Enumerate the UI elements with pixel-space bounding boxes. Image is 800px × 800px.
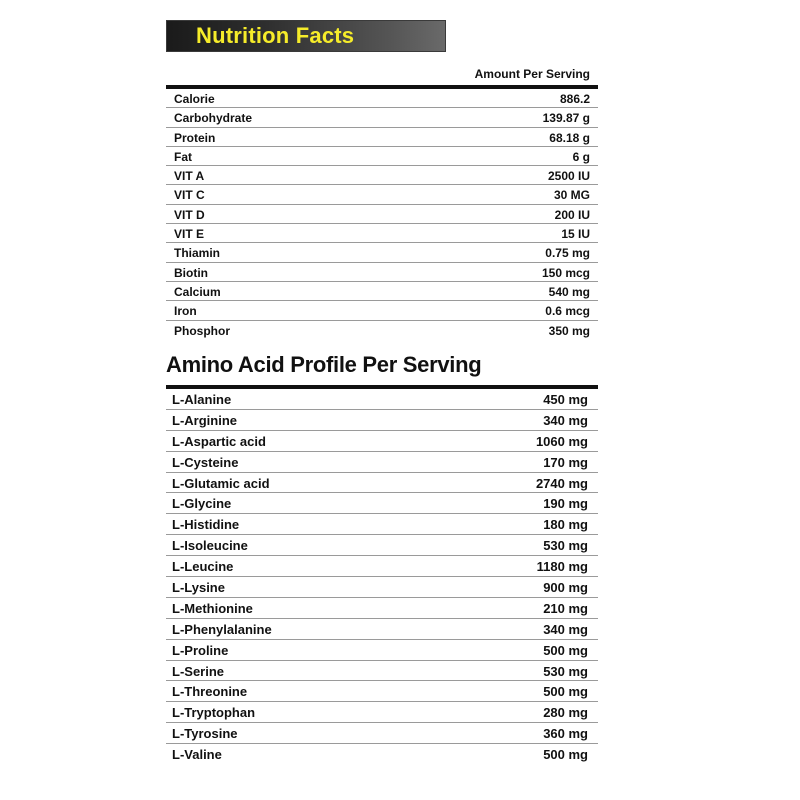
- amino-acid-profile-title: Amino Acid Profile Per Serving: [166, 352, 482, 377]
- amino-row-value: 1060 mg: [535, 433, 588, 449]
- amino-row-value: 530 mg: [543, 663, 588, 679]
- nutrition-row-name: VIT D: [174, 207, 205, 222]
- amino-row-value: 500 mg: [543, 684, 588, 700]
- nutrition-row: [166, 282, 598, 301]
- amino-row-name: L-Phenylalanine: [172, 621, 272, 637]
- banner-title: Nutrition Facts: [196, 23, 355, 48]
- nutrition-row-value: 30 MG: [553, 188, 590, 203]
- nutrition-row-value: 886.2: [559, 92, 590, 106]
- amino-row-value: 500 mg: [543, 642, 588, 658]
- amino-row: [166, 493, 598, 514]
- nutrition-row-name: Protein: [174, 130, 216, 145]
- amino-row-value: 450 mg: [543, 392, 588, 407]
- nutrition-row-value: 350 mg: [548, 323, 590, 338]
- amino-row: [166, 556, 598, 577]
- amino-row: [166, 473, 598, 494]
- amino-row-name: L-Tyrosine: [172, 726, 238, 742]
- nutrition-row: [166, 108, 598, 127]
- amino-row-name: L-Methionine: [172, 600, 253, 616]
- nutrition-row-name: Calcium: [174, 284, 221, 299]
- amino-row: [166, 514, 598, 535]
- amino-row: [166, 431, 598, 452]
- nutrition-rows: [166, 89, 598, 340]
- amino-row-value: 2740 mg: [535, 475, 588, 491]
- nutrition-row: [166, 89, 598, 108]
- nutrition-row-value: 6 g: [572, 149, 590, 164]
- nutrition-facts-banner: [166, 20, 446, 52]
- nutrition-row-value: 139.87 g: [542, 111, 590, 126]
- nutrition-row-value: 200 IU: [554, 207, 590, 222]
- nutrition-row-value: 540 mg: [548, 284, 590, 299]
- nutrition-facts-table: [166, 66, 598, 340]
- amino-row-name: L-Histidine: [172, 517, 240, 533]
- amino-row-value: 900 mg: [543, 580, 588, 596]
- nutrition-row: [166, 205, 598, 224]
- nutrition-row-value: 150 mcg: [541, 265, 590, 280]
- amount-per-serving-header: Amount Per Serving: [474, 67, 590, 81]
- amino-row-name: L-Leucine: [172, 559, 234, 575]
- nutrition-row: [166, 301, 598, 320]
- amino-row: [166, 619, 598, 640]
- amino-row-value: 170 mg: [543, 454, 588, 470]
- nutrition-row-name: VIT E: [174, 227, 205, 242]
- amino-row-value: 1180 mg: [536, 559, 588, 575]
- amino-row-name: L-Arginine: [172, 412, 237, 428]
- amino-row-name: L-Valine: [172, 747, 222, 763]
- nutrition-row-name: Calorie: [174, 92, 215, 106]
- nutrition-row-name: Thiamin: [174, 246, 221, 261]
- nutrition-row-name: Iron: [174, 304, 197, 319]
- amino-row: [166, 661, 598, 682]
- amino-row-name: L-Lysine: [172, 580, 225, 596]
- nutrition-row: [166, 224, 598, 243]
- amino-row-value: 340 mg: [543, 412, 588, 428]
- amino-row-value: 360 mg: [543, 726, 588, 742]
- amino-acid-table: [166, 385, 598, 765]
- amino-row: [166, 598, 598, 619]
- amino-row-value: 190 mg: [543, 496, 588, 512]
- amino-row-name: L-Cysteine: [172, 454, 239, 470]
- nutrition-row-value: 15 IU: [561, 227, 590, 242]
- amino-row-value: 530 mg: [543, 538, 588, 554]
- amino-row: [166, 681, 598, 702]
- amino-row: [166, 452, 598, 473]
- nutrition-row-value: 0.6 mcg: [545, 304, 590, 319]
- amino-row-name: L-Glycine: [172, 496, 232, 512]
- nutrition-row: [166, 128, 598, 147]
- amino-row: [166, 744, 598, 765]
- nutrition-row-name: Phosphor: [174, 323, 230, 338]
- amino-row: [166, 702, 598, 723]
- amino-row: [166, 577, 598, 598]
- amino-rows: [166, 389, 598, 765]
- nutrition-row-value: 68.18 g: [549, 130, 590, 145]
- nutrition-row-name: VIT A: [174, 169, 205, 184]
- amino-row-value: 180 mg: [543, 517, 588, 533]
- amino-row-name: L-Tryptophan: [172, 705, 256, 721]
- nutrition-row-name: Biotin: [174, 265, 208, 280]
- amino-row: [166, 723, 598, 744]
- nutrition-row-name: VIT C: [174, 188, 205, 203]
- nutrition-row: [166, 166, 598, 185]
- amino-row-name: L-Threonine: [172, 684, 248, 700]
- amino-row-name: L-Isoleucine: [172, 538, 248, 554]
- nutrition-row: [166, 243, 598, 262]
- nutrition-row: [166, 263, 598, 282]
- amino-row-name: L-Glutamic acid: [172, 475, 270, 491]
- amino-row: [166, 389, 598, 410]
- amino-row-value: 280 mg: [543, 705, 588, 721]
- amino-row-value: 210 mg: [543, 600, 588, 616]
- nutrition-row: [166, 185, 598, 204]
- amino-row-value: 500 mg: [543, 747, 588, 763]
- amino-row-name: L-Alanine: [172, 392, 232, 407]
- amino-row: [166, 535, 598, 556]
- amino-row-name: L-Proline: [172, 642, 229, 658]
- nutrition-row-value: 2500 IU: [547, 169, 590, 184]
- nutrition-row: [166, 321, 598, 340]
- amino-row-value: 340 mg: [543, 621, 588, 637]
- nutrition-row: [166, 147, 598, 166]
- amino-row-name: L-Aspartic acid: [172, 433, 266, 449]
- amino-row: [166, 410, 598, 431]
- nutrition-row-value: 0.75 mg: [545, 246, 590, 261]
- nutrition-row-name: Carbohydrate: [174, 111, 253, 126]
- amino-row-name: L-Serine: [172, 663, 225, 679]
- amino-row: [166, 640, 598, 661]
- nutrition-row-name: Fat: [174, 149, 192, 164]
